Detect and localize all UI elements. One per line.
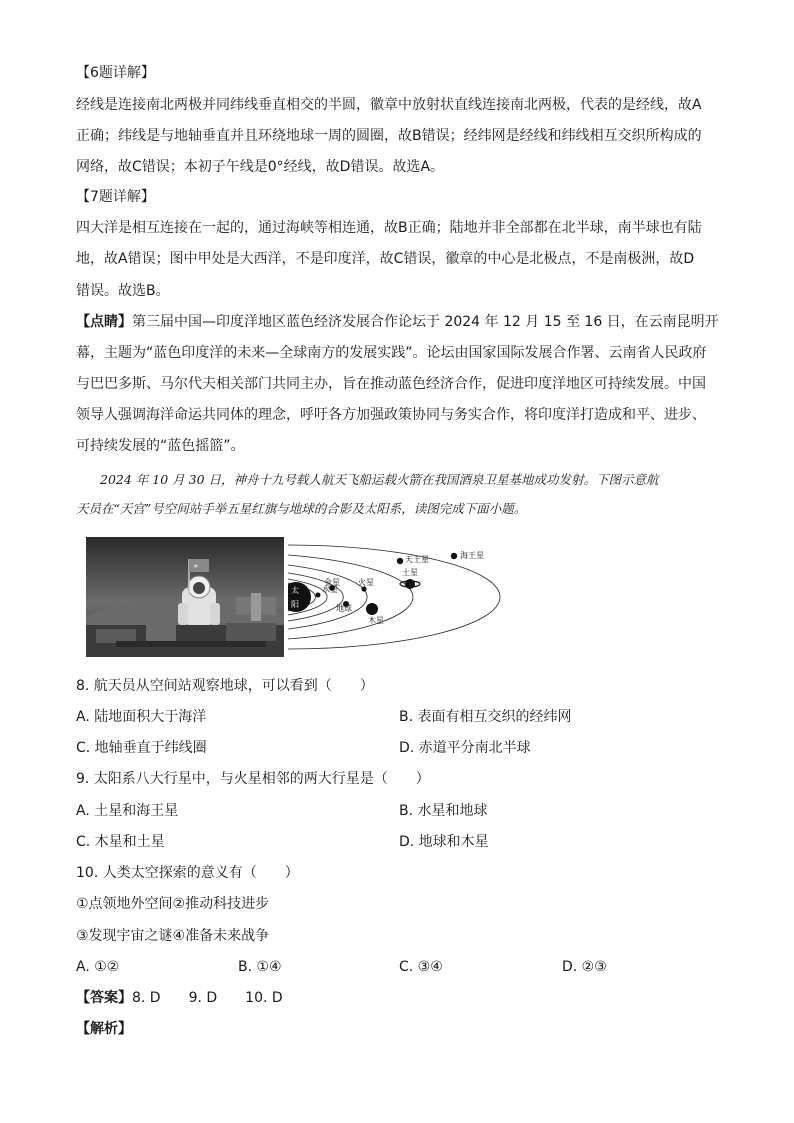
q10-sub-1: ①点领地外空间②推动科技进步 (76, 896, 270, 912)
q8-option-c: C. 地轴垂直于纬线圈 (76, 740, 207, 756)
planet-mercury (316, 593, 321, 598)
pointer-line-5: 可持续发展的“蓝色摇篮”。 (76, 438, 245, 454)
analysis-tag: 【解析】 (76, 1021, 132, 1037)
intro-line-1: 2024 年 10 月 30 日，神舟十九号载人航天飞船运载火箭在我国酒泉卫星基地成功发射。下图示意航 (100, 472, 659, 487)
pointer-text-1: 第三届中国—印度洋地区蓝色经济发展合作论坛于 2024 年 12 月 15 至 16 日，在云南昆明开 (132, 314, 719, 330)
label-uranus: 天王星 (405, 555, 429, 564)
sun-label-bottom: 阳 (291, 600, 299, 609)
q9-option-a: A. 土星和海王星 (76, 803, 179, 819)
orbit-neptune (288, 545, 500, 649)
section7-line-2: 地，故A错误；图中甲处是大西洋，不是印度洋，故C错误，徽章的中心是北极点，不是南极洲，故D (76, 251, 695, 267)
section7-heading: 【7题详解】 (76, 189, 155, 205)
solar-system-diagram (288, 537, 504, 657)
section6-line-3: 网络，故C错误；本初子午线是0°经线，故D错误。故选A。 (76, 159, 445, 175)
pointer-line-3: 与巴巴多斯、马尔代夫相关部门共同主办，旨在推动蓝色经济合作，促进印度洋地区可持续发展。中国 (76, 376, 706, 392)
label-neptune: 海王星 (460, 551, 484, 560)
label-venus: 金星 (324, 578, 340, 587)
planet-neptune (451, 553, 457, 559)
astronaut-photo (86, 537, 284, 657)
planet-uranus (397, 558, 403, 564)
label-saturn: 土星 (402, 568, 418, 577)
answer-text: 8. D 9. D 10. D (132, 990, 283, 1006)
astronaut-icon (86, 537, 284, 657)
q10-option-d: D. ②③ (562, 959, 607, 975)
intro-line-2: 天员在“天宫”号空间站手举五星红旗与地球的合影及太阳系，读图完成下面小题。 (76, 501, 527, 516)
solar-system-svg (288, 537, 504, 657)
section6-line-2: 正确；纬线是与地轴垂直并且环绕地球一周的圆圈，故B错误；经纬网是经线和纬线相互交织所构成的 (76, 128, 702, 144)
label-mercury: 水星 (322, 585, 338, 594)
q9-option-c: C. 木星和土星 (76, 834, 165, 850)
label-jupiter: 木星 (368, 616, 384, 625)
q8-option-d: D. 赤道平分南北半球 (399, 740, 531, 756)
pointer-line-1 (76, 312, 719, 332)
label-mars: 火星 (358, 578, 374, 587)
q9-option-d: D. 地球和木星 (399, 834, 489, 850)
q10-sub-2: ③发现宇宙之谜④准备未来战争 (76, 928, 270, 944)
pointer-tag: 【点睛】 (76, 314, 132, 330)
planet-jupiter (366, 603, 378, 615)
q8-option-b: B. 表面有相互交织的经纬网 (399, 709, 572, 725)
label-earth: 地球 (336, 604, 352, 613)
q10-option-c: C. ③④ (399, 959, 443, 975)
section7-line-3: 错误。故选B。 (76, 283, 170, 299)
answer-tag: 【答案】 (76, 990, 132, 1006)
pointer-line-2: 幕，主题为“蓝色印度洋的未来—全球南方的发展实践”。论坛由国家国际发展合作署、云南省人民政府 (76, 345, 707, 361)
q10-stem: 10. 人类太空探索的意义有（ ） (76, 865, 299, 881)
answer-line (76, 988, 283, 1008)
pointer-line-4: 领导人强调海洋命运共同体的理念，呼吁各方加强政策协同与务实合作，将印度洋打造成和平、进步、 (76, 407, 706, 423)
sun-label-top: 太 (291, 586, 299, 595)
section6-heading: 【6题详解】 (76, 65, 155, 81)
q9-stem: 9. 太阳系八大行星中，与火星相邻的两大行星是（ ） (76, 771, 430, 787)
q8-stem: 8. 航天员从空间站观察地球，可以看到（ ） (76, 678, 374, 694)
planet-mars (361, 586, 366, 591)
section6-line-1: 经线是连接南北两极并同纬线垂直相交的半圆，徽章中放射状直线连接南北两极，代表的是经线，故A (76, 97, 702, 113)
section7-line-1: 四大洋是相互连接在一起的，通过海峡等相连通，故B正确；陆地并非全部都在北半球，南半球也有陆 (76, 220, 702, 236)
q9-option-b: B. 水星和地球 (399, 803, 488, 819)
svg-text:★: ★ (193, 563, 199, 570)
q8-option-a: A. 陆地面积大于海洋 (76, 709, 207, 725)
q10-option-b: B. ①④ (238, 959, 282, 975)
q10-option-a: A. ①② (76, 959, 120, 975)
